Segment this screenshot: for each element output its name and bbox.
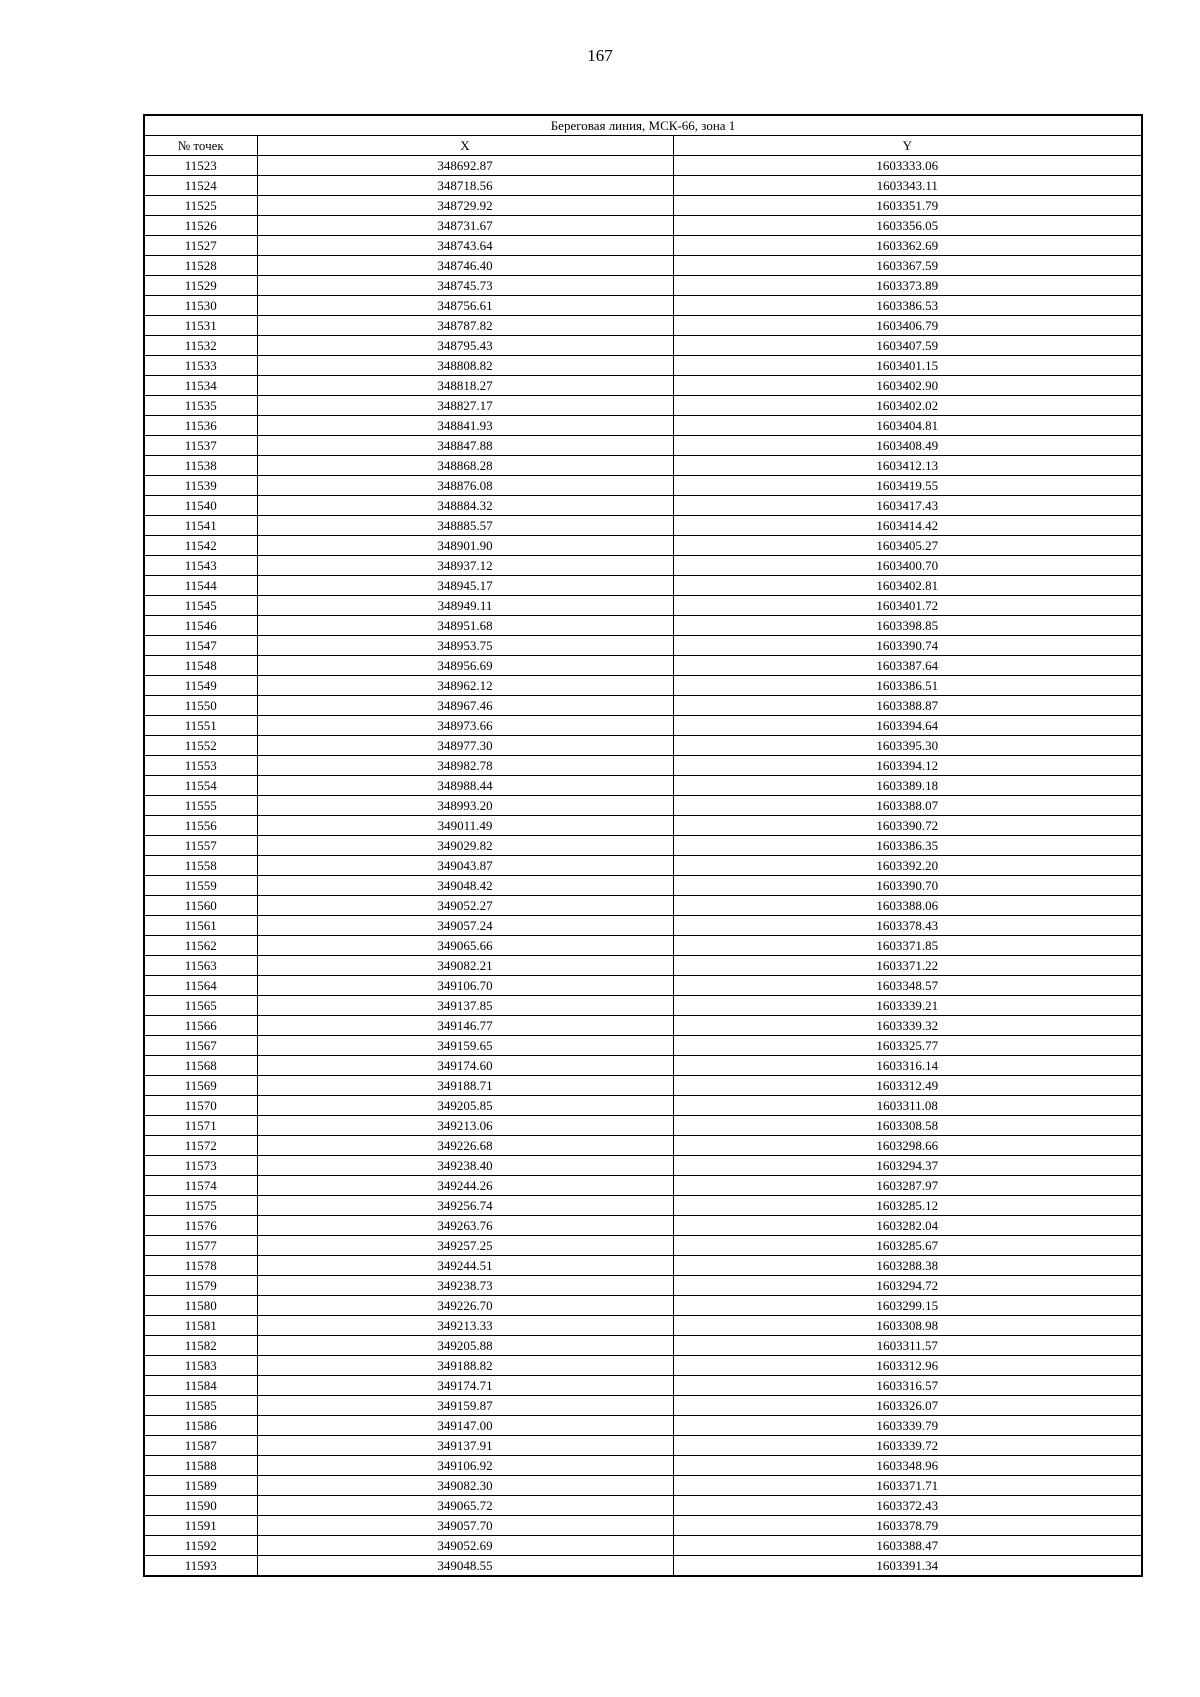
cell-x: 349257.25 <box>257 1236 673 1256</box>
cell-y: 1603402.90 <box>673 376 1142 396</box>
cell-x: 348937.12 <box>257 556 673 576</box>
table-row <box>144 1036 1142 1056</box>
cell-y: 1603401.15 <box>673 356 1142 376</box>
cell-x: 348868.28 <box>257 456 673 476</box>
table-header-row <box>144 136 1142 156</box>
table-row <box>144 936 1142 956</box>
cell-y: 1603351.79 <box>673 196 1142 216</box>
table-row <box>144 1096 1142 1116</box>
cell-point-number: 11549 <box>144 676 257 696</box>
table-row <box>144 296 1142 316</box>
cell-x: 348988.44 <box>257 776 673 796</box>
cell-x: 348827.17 <box>257 396 673 416</box>
cell-y: 1603395.30 <box>673 736 1142 756</box>
cell-point-number: 11590 <box>144 1496 257 1516</box>
cell-point-number: 11584 <box>144 1376 257 1396</box>
table-row <box>144 616 1142 636</box>
cell-y: 1603414.42 <box>673 516 1142 536</box>
cell-x: 349174.71 <box>257 1376 673 1396</box>
cell-y: 1603394.64 <box>673 716 1142 736</box>
cell-x: 348901.90 <box>257 536 673 556</box>
cell-y: 1603348.57 <box>673 976 1142 996</box>
cell-point-number: 11573 <box>144 1156 257 1176</box>
cell-y: 1603298.66 <box>673 1136 1142 1156</box>
cell-point-number: 11528 <box>144 256 257 276</box>
cell-y: 1603288.38 <box>673 1256 1142 1276</box>
cell-point-number: 11559 <box>144 876 257 896</box>
cell-x: 349226.70 <box>257 1296 673 1316</box>
cell-y: 1603402.81 <box>673 576 1142 596</box>
table-row <box>144 1296 1142 1316</box>
table-row <box>144 1396 1142 1416</box>
cell-y: 1603371.22 <box>673 956 1142 976</box>
cell-point-number: 11569 <box>144 1076 257 1096</box>
cell-x: 348956.69 <box>257 656 673 676</box>
column-header-y: Y <box>673 136 1142 156</box>
table-row <box>144 1376 1142 1396</box>
cell-point-number: 11565 <box>144 996 257 1016</box>
cell-point-number: 11536 <box>144 416 257 436</box>
cell-x: 348745.73 <box>257 276 673 296</box>
cell-point-number: 11531 <box>144 316 257 336</box>
cell-x: 349213.33 <box>257 1316 673 1336</box>
cell-x: 349082.21 <box>257 956 673 976</box>
cell-y: 1603378.43 <box>673 916 1142 936</box>
cell-x: 348993.20 <box>257 796 673 816</box>
table-row <box>144 596 1142 616</box>
cell-y: 1603371.71 <box>673 1476 1142 1496</box>
cell-y: 1603312.96 <box>673 1356 1142 1376</box>
table-row <box>144 1436 1142 1456</box>
cell-y: 1603294.72 <box>673 1276 1142 1296</box>
cell-x: 348718.56 <box>257 176 673 196</box>
cell-y: 1603373.89 <box>673 276 1142 296</box>
cell-x: 348808.82 <box>257 356 673 376</box>
table-row <box>144 456 1142 476</box>
cell-x: 348692.87 <box>257 156 673 176</box>
cell-point-number: 11591 <box>144 1516 257 1536</box>
cell-y: 1603356.05 <box>673 216 1142 236</box>
cell-x: 348885.57 <box>257 516 673 536</box>
cell-y: 1603294.37 <box>673 1156 1142 1176</box>
cell-point-number: 11562 <box>144 936 257 956</box>
cell-y: 1603388.07 <box>673 796 1142 816</box>
cell-point-number: 11589 <box>144 1476 257 1496</box>
cell-x: 348818.27 <box>257 376 673 396</box>
cell-point-number: 11527 <box>144 236 257 256</box>
cell-x: 348795.43 <box>257 336 673 356</box>
cell-point-number: 11553 <box>144 756 257 776</box>
cell-y: 1603386.51 <box>673 676 1142 696</box>
cell-x: 349106.70 <box>257 976 673 996</box>
table-row <box>144 1196 1142 1216</box>
cell-point-number: 11554 <box>144 776 257 796</box>
table-row <box>144 1336 1142 1356</box>
table-row <box>144 836 1142 856</box>
cell-x: 349244.26 <box>257 1176 673 1196</box>
table-row <box>144 276 1142 296</box>
table-row <box>144 1316 1142 1336</box>
cell-x: 349159.65 <box>257 1036 673 1056</box>
table-row <box>144 1156 1142 1176</box>
cell-y: 1603402.02 <box>673 396 1142 416</box>
cell-x: 349205.88 <box>257 1336 673 1356</box>
cell-y: 1603326.07 <box>673 1396 1142 1416</box>
table-row <box>144 1116 1142 1136</box>
table-row <box>144 1016 1142 1036</box>
cell-y: 1603312.49 <box>673 1076 1142 1096</box>
cell-y: 1603419.55 <box>673 476 1142 496</box>
cell-point-number: 11538 <box>144 456 257 476</box>
cell-x: 349146.77 <box>257 1016 673 1036</box>
table-row <box>144 216 1142 236</box>
cell-x: 349057.70 <box>257 1516 673 1536</box>
cell-point-number: 11539 <box>144 476 257 496</box>
cell-y: 1603308.58 <box>673 1116 1142 1136</box>
cell-y: 1603316.14 <box>673 1056 1142 1076</box>
cell-x: 349263.76 <box>257 1216 673 1236</box>
cell-y: 1603412.13 <box>673 456 1142 476</box>
table-row <box>144 676 1142 696</box>
cell-point-number: 11523 <box>144 156 257 176</box>
table-row <box>144 336 1142 356</box>
table-row <box>144 876 1142 896</box>
cell-y: 1603394.12 <box>673 756 1142 776</box>
table-row <box>144 256 1142 276</box>
table-row <box>144 1236 1142 1256</box>
cell-point-number: 11560 <box>144 896 257 916</box>
table-row <box>144 556 1142 576</box>
cell-x: 349048.42 <box>257 876 673 896</box>
table-row <box>144 1556 1142 1577</box>
cell-y: 1603285.67 <box>673 1236 1142 1256</box>
table-row <box>144 236 1142 256</box>
cell-x: 349238.73 <box>257 1276 673 1296</box>
table-row <box>144 1416 1142 1436</box>
cell-y: 1603405.27 <box>673 536 1142 556</box>
cell-y: 1603316.57 <box>673 1376 1142 1396</box>
cell-y: 1603285.12 <box>673 1196 1142 1216</box>
table-row <box>144 1276 1142 1296</box>
cell-point-number: 11558 <box>144 856 257 876</box>
cell-x: 348982.78 <box>257 756 673 776</box>
cell-x: 349159.87 <box>257 1396 673 1416</box>
cell-y: 1603362.69 <box>673 236 1142 256</box>
table-row <box>144 1516 1142 1536</box>
cell-y: 1603398.85 <box>673 616 1142 636</box>
table-row <box>144 1536 1142 1556</box>
cell-point-number: 11592 <box>144 1536 257 1556</box>
cell-x: 349174.60 <box>257 1056 673 1076</box>
table-row <box>144 1176 1142 1196</box>
table-row <box>144 716 1142 736</box>
cell-point-number: 11579 <box>144 1276 257 1296</box>
table-row <box>144 156 1142 176</box>
cell-point-number: 11532 <box>144 336 257 356</box>
cell-point-number: 11578 <box>144 1256 257 1276</box>
cell-x: 349137.85 <box>257 996 673 1016</box>
table-row <box>144 376 1142 396</box>
cell-point-number: 11534 <box>144 376 257 396</box>
table-row <box>144 736 1142 756</box>
cell-point-number: 11535 <box>144 396 257 416</box>
table-row <box>144 576 1142 596</box>
table-row <box>144 1456 1142 1476</box>
table-row <box>144 496 1142 516</box>
cell-x: 348962.12 <box>257 676 673 696</box>
cell-point-number: 11586 <box>144 1416 257 1436</box>
cell-y: 1603389.18 <box>673 776 1142 796</box>
cell-point-number: 11571 <box>144 1116 257 1136</box>
table-row <box>144 1076 1142 1096</box>
cell-point-number: 11547 <box>144 636 257 656</box>
cell-x: 349065.66 <box>257 936 673 956</box>
cell-y: 1603308.98 <box>673 1316 1142 1336</box>
cell-y: 1603392.20 <box>673 856 1142 876</box>
table-row <box>144 636 1142 656</box>
cell-point-number: 11585 <box>144 1396 257 1416</box>
cell-x: 349244.51 <box>257 1256 673 1276</box>
cell-point-number: 11544 <box>144 576 257 596</box>
cell-y: 1603325.77 <box>673 1036 1142 1056</box>
cell-x: 348841.93 <box>257 416 673 436</box>
table-row <box>144 316 1142 336</box>
cell-x: 349213.06 <box>257 1116 673 1136</box>
cell-x: 348746.40 <box>257 256 673 276</box>
table-title-row <box>144 115 1142 136</box>
cell-x: 348731.67 <box>257 216 673 236</box>
table-row <box>144 956 1142 976</box>
cell-point-number: 11557 <box>144 836 257 856</box>
cell-x: 348949.11 <box>257 596 673 616</box>
column-header-point-number: № точек <box>144 136 257 156</box>
cell-point-number: 11564 <box>144 976 257 996</box>
table-row <box>144 176 1142 196</box>
cell-y: 1603406.79 <box>673 316 1142 336</box>
cell-x: 349029.82 <box>257 836 673 856</box>
cell-y: 1603339.21 <box>673 996 1142 1016</box>
cell-point-number: 11570 <box>144 1096 257 1116</box>
cell-y: 1603339.32 <box>673 1016 1142 1036</box>
cell-x: 349238.40 <box>257 1156 673 1176</box>
cell-point-number: 11574 <box>144 1176 257 1196</box>
cell-x: 348729.92 <box>257 196 673 216</box>
table-row <box>144 536 1142 556</box>
cell-y: 1603386.53 <box>673 296 1142 316</box>
cell-point-number: 11568 <box>144 1056 257 1076</box>
cell-point-number: 11541 <box>144 516 257 536</box>
cell-point-number: 11530 <box>144 296 257 316</box>
cell-y: 1603378.79 <box>673 1516 1142 1536</box>
cell-point-number: 11524 <box>144 176 257 196</box>
table-row <box>144 976 1142 996</box>
cell-y: 1603282.04 <box>673 1216 1142 1236</box>
cell-x: 348951.68 <box>257 616 673 636</box>
cell-x: 349256.74 <box>257 1196 673 1216</box>
cell-y: 1603367.59 <box>673 256 1142 276</box>
cell-y: 1603388.87 <box>673 696 1142 716</box>
table-row <box>144 1356 1142 1376</box>
cell-point-number: 11545 <box>144 596 257 616</box>
cell-x: 348973.66 <box>257 716 673 736</box>
cell-point-number: 11540 <box>144 496 257 516</box>
cell-point-number: 11572 <box>144 1136 257 1156</box>
cell-y: 1603311.57 <box>673 1336 1142 1356</box>
cell-x: 348967.46 <box>257 696 673 716</box>
cell-x: 348847.88 <box>257 436 673 456</box>
cell-y: 1603390.70 <box>673 876 1142 896</box>
cell-y: 1603386.35 <box>673 836 1142 856</box>
cell-x: 348953.75 <box>257 636 673 656</box>
cell-point-number: 11561 <box>144 916 257 936</box>
cell-x: 349188.82 <box>257 1356 673 1376</box>
table-row <box>144 996 1142 1016</box>
cell-y: 1603387.64 <box>673 656 1142 676</box>
cell-y: 1603343.11 <box>673 176 1142 196</box>
cell-point-number: 11525 <box>144 196 257 216</box>
table-row <box>144 816 1142 836</box>
cell-x: 349052.27 <box>257 896 673 916</box>
cell-point-number: 11546 <box>144 616 257 636</box>
cell-point-number: 11576 <box>144 1216 257 1236</box>
cell-point-number: 11563 <box>144 956 257 976</box>
cell-x: 349137.91 <box>257 1436 673 1456</box>
cell-y: 1603388.06 <box>673 896 1142 916</box>
table-row <box>144 896 1142 916</box>
table-row <box>144 356 1142 376</box>
cell-y: 1603333.06 <box>673 156 1142 176</box>
table-row <box>144 476 1142 496</box>
cell-y: 1603408.49 <box>673 436 1142 456</box>
table-row <box>144 1216 1142 1236</box>
cell-x: 349043.87 <box>257 856 673 876</box>
cell-x: 348743.64 <box>257 236 673 256</box>
cell-point-number: 11593 <box>144 1556 257 1577</box>
table-row <box>144 416 1142 436</box>
cell-x: 349188.71 <box>257 1076 673 1096</box>
cell-x: 349057.24 <box>257 916 673 936</box>
cell-point-number: 11577 <box>144 1236 257 1256</box>
column-header-x: X <box>257 136 673 156</box>
cell-y: 1603299.15 <box>673 1296 1142 1316</box>
cell-point-number: 11533 <box>144 356 257 376</box>
cell-y: 1603287.97 <box>673 1176 1142 1196</box>
cell-point-number: 11526 <box>144 216 257 236</box>
cell-point-number: 11529 <box>144 276 257 296</box>
cell-x: 349011.49 <box>257 816 673 836</box>
cell-y: 1603388.47 <box>673 1536 1142 1556</box>
cell-x: 348884.32 <box>257 496 673 516</box>
cell-y: 1603348.96 <box>673 1456 1142 1476</box>
cell-x: 349048.55 <box>257 1556 673 1577</box>
table-row <box>144 696 1142 716</box>
cell-point-number: 11583 <box>144 1356 257 1376</box>
coordinates-table <box>143 114 1143 1577</box>
cell-x: 348756.61 <box>257 296 673 316</box>
cell-point-number: 11556 <box>144 816 257 836</box>
cell-y: 1603400.70 <box>673 556 1142 576</box>
table-row <box>144 796 1142 816</box>
cell-y: 1603417.43 <box>673 496 1142 516</box>
cell-point-number: 11588 <box>144 1456 257 1476</box>
cell-y: 1603371.85 <box>673 936 1142 956</box>
cell-point-number: 11537 <box>144 436 257 456</box>
table-row <box>144 856 1142 876</box>
cell-y: 1603407.59 <box>673 336 1142 356</box>
cell-point-number: 11555 <box>144 796 257 816</box>
cell-x: 349205.85 <box>257 1096 673 1116</box>
table-row <box>144 656 1142 676</box>
table-row <box>144 1496 1142 1516</box>
cell-y: 1603404.81 <box>673 416 1142 436</box>
cell-point-number: 11582 <box>144 1336 257 1356</box>
cell-point-number: 11581 <box>144 1316 257 1336</box>
table-row <box>144 436 1142 456</box>
cell-point-number: 11548 <box>144 656 257 676</box>
cell-x: 349226.68 <box>257 1136 673 1156</box>
cell-x: 349106.92 <box>257 1456 673 1476</box>
cell-x: 348945.17 <box>257 576 673 596</box>
cell-point-number: 11566 <box>144 1016 257 1036</box>
cell-y: 1603339.79 <box>673 1416 1142 1436</box>
cell-y: 1603390.74 <box>673 636 1142 656</box>
table-row <box>144 916 1142 936</box>
cell-x: 348977.30 <box>257 736 673 756</box>
table-row <box>144 396 1142 416</box>
cell-y: 1603401.72 <box>673 596 1142 616</box>
table-row <box>144 196 1142 216</box>
cell-point-number: 11567 <box>144 1036 257 1056</box>
table-row <box>144 756 1142 776</box>
table-row <box>144 516 1142 536</box>
cell-x: 349082.30 <box>257 1476 673 1496</box>
table-row <box>144 1256 1142 1276</box>
table-row <box>144 1056 1142 1076</box>
table-row <box>144 1136 1142 1156</box>
cell-y: 1603390.72 <box>673 816 1142 836</box>
cell-x: 348787.82 <box>257 316 673 336</box>
cell-point-number: 11552 <box>144 736 257 756</box>
cell-x: 349065.72 <box>257 1496 673 1516</box>
cell-point-number: 11587 <box>144 1436 257 1456</box>
cell-point-number: 11575 <box>144 1196 257 1216</box>
cell-point-number: 11550 <box>144 696 257 716</box>
cell-y: 1603311.08 <box>673 1096 1142 1116</box>
table-title: Береговая линия, МСК-66, зона 1 <box>144 115 1142 136</box>
cell-y: 1603391.34 <box>673 1556 1142 1577</box>
cell-x: 349052.69 <box>257 1536 673 1556</box>
table-row <box>144 1476 1142 1496</box>
cell-point-number: 11543 <box>144 556 257 576</box>
cell-point-number: 11580 <box>144 1296 257 1316</box>
cell-y: 1603372.43 <box>673 1496 1142 1516</box>
page-number: 167 <box>587 46 613 65</box>
cell-point-number: 11542 <box>144 536 257 556</box>
cell-point-number: 11551 <box>144 716 257 736</box>
cell-x: 349147.00 <box>257 1416 673 1436</box>
cell-x: 348876.08 <box>257 476 673 496</box>
table-body <box>144 156 1142 1577</box>
table-row <box>144 776 1142 796</box>
cell-y: 1603339.72 <box>673 1436 1142 1456</box>
